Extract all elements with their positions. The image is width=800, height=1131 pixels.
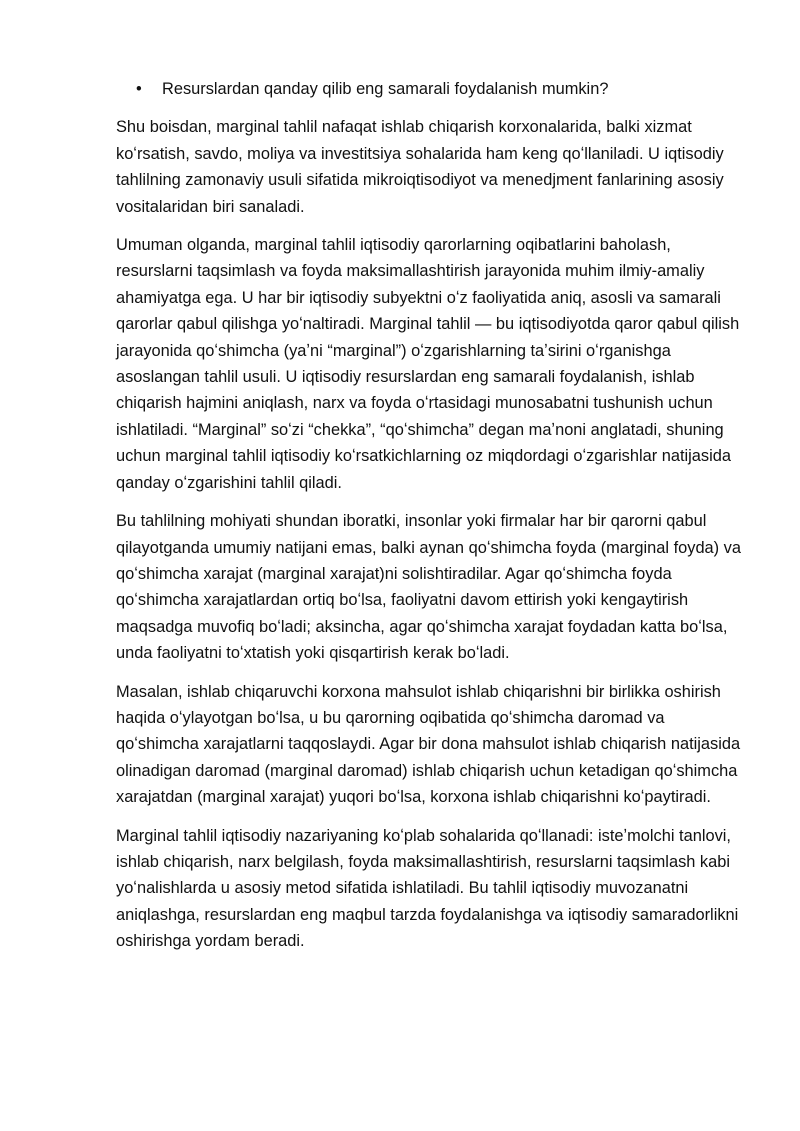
document-page [116, 76, 748, 967]
bullet-text: Resurslardan qanday qilib eng samarali foydalanish mumkin? [162, 80, 609, 98]
paragraph: Umuman olganda, marginal tahlil iqtisodiy qarorlarning oqibatlarini baholash, resurslarni taqsimlash va foyda maksimallashtirish jarayonida muhim ilmiy-amaliy ahamiyatga ega. U har bir iqtisodiy subyektni oʻz faoliyatida aniq, asosli va samarali qarorlar qabul qilishga yoʻnaltiradi. Marginal tahlil — bu iqtisodiyotda qaror qabul qilish jarayonida qoʻshimcha (yaʼni “marginal”) oʻzgarishlarning taʼsirini oʻrganishga asoslangan tahlil usuli. U iqtisodiy resurslardan eng samarali foydalanish, ishlab chiqarish hajmini aniqlash, narx va foyda oʻrtasidagi munosabatni tushunish uchun ishlatiladi. “Marginal” soʻzi “chekka”, “qoʻshimcha” degan maʼnoni anglatadi, shuning uchun marginal tahlil iqtisodiy koʻrsatkichlarning oz miqdordagi oʻzgarishlar natijasida qanday oʻzgarishini tahlil qiladi. [116, 236, 740, 492]
paragraph: Masalan, ishlab chiqaruvchi korxona mahsulot ishlab chiqarishni bir birlikka oshirish haqida oʻylayotgan boʻlsa, u bu qarorning oqibatida qoʻshimcha daromad va qoʻshimcha xarajatlarni taqqoslaydi. Agar bir dona mahsulot ishlab chiqarish natijasida olinadigan daromad (marginal daromad) ishlab chiqarish uchun ketadigan qoʻshimcha xarajatdan (marginal xarajat) yuqori boʻlsa, korxona ishlab chiqarishni koʻpaytiradi. [116, 682, 741, 807]
paragraph: Shu boisdan, marginal tahlil nafaqat ishlab chiqarish korxonalarida, balki xizmat koʻrsatish, savdo, moliya va investitsiya sohalarida ham keng qoʻllaniladi. U iqtisodiy tahlilning zamonaviy usuli sifatida mikroiqtisodiyot va menedjment fanlarining asosiy vositalaridan biri sanaladi. [116, 118, 724, 216]
list-item [116, 76, 748, 102]
paragraph: Bu tahlilning mohiyati shundan iboratki, insonlar yoki firmalar har bir qarorni qabul qilayotganda umumiy natijani emas, balki aynan qoʻshimcha foyda (marginal foyda) va qoʻshimcha xarajat (marginal xarajat)ni solishtiradilar. Agar qoʻshimcha foyda qoʻshimcha xarajatlardan ortiq boʻlsa, faoliyatni davom ettirish yoki kengaytirish maqsadga muvofiq boʻladi; aksincha, agar qoʻshimcha xarajat foydadan katta boʻlsa, unda faoliyatni toʻxtatish yoki qisqartirish kerak boʻladi. [116, 512, 741, 663]
bullet-icon: • [136, 80, 142, 98]
paragraph: Marginal tahlil iqtisodiy nazariyaning koʻplab sohalarida qoʻllanadi: isteʼmolchi tanlovi, ishlab chiqarish, narx belgilash, foyda maksimallashtirish, resurslarni taqsimlash kabi yoʻnalishlarda u asosiy metod sifatida ishlatiladi. Bu tahlil iqtisodiy muvozanatni aniqlashga, resurslardan eng maqbul tarzda foydalanishga va iqtisodiy samaradorlikni oshirishga yordam beradi. [116, 826, 739, 951]
bullet-list [116, 76, 748, 102]
